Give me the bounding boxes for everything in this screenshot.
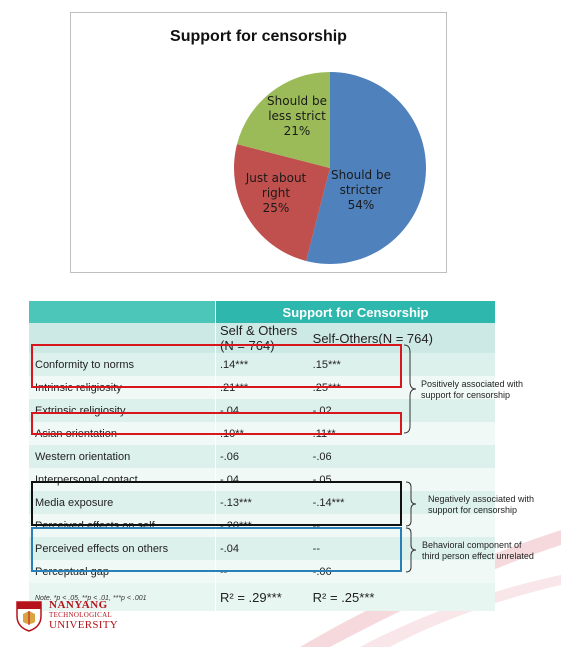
r-squared-2: R² = .25*** [312,589,375,605]
table-row [29,560,495,583]
regression-table [29,301,495,611]
brace-behavioral [404,527,420,573]
row-label: Conformity to norms [29,353,216,376]
value-self-minus-others: -.14*** [309,491,495,514]
logo-line-2: TECHNOLOGICAL [49,611,113,619]
pie-chart-panel [70,12,447,273]
slice-label: Should be less strict 21% [267,94,327,138]
annotation-negative: Negatively associated with support for censorship [428,494,535,515]
value-self-others: -.04 [216,468,309,491]
value-self-others: -.06 [216,445,309,468]
brace-negative [404,481,420,527]
row-label: Perceptual gap [29,560,216,583]
row-label: Western orientation [29,445,216,468]
annotation-positive: Positively associated with support for censorship [421,379,524,400]
value-self-minus-others: -.02 [309,399,495,422]
value-self-minus-others: -.05 [309,468,495,491]
pie-chart [71,13,446,272]
significance-note: Note. *p < .05, **p < .01, ***p < .001 [35,595,147,602]
value-self-others: .21*** [216,376,309,399]
brace-positive [402,344,422,434]
slice-label: Should be stricter 54% [331,168,391,212]
table-row [29,491,495,514]
slice-label: Just about right 25% [245,171,307,215]
row-label: Asian orientation [29,422,216,445]
value-self-minus-others: .11** [309,422,495,445]
column-header-self-minus-others: Self-Others(N = 764) [309,323,495,353]
value-self-minus-others: .15*** [309,353,495,376]
row-label: Perceived effects on others [29,537,216,560]
value-self-minus-others: .25*** [309,376,495,399]
table-row [29,445,495,468]
value-self-others: -.20*** [216,514,309,537]
value-self-others: .10** [216,422,309,445]
table-header: Support for Censorship [216,301,496,323]
ntu-logo [14,600,134,634]
header-blank [29,301,216,323]
value-self-others: .14*** [216,353,309,376]
table-row [29,422,495,445]
row-label: Media exposure [29,491,216,514]
row-label: Extrinsic religiosity [29,399,216,422]
crest-icon [14,600,44,632]
table-row [29,468,495,491]
value-self-minus-others: -- [309,537,495,560]
table-row [29,399,495,422]
logo-line-3: UNIVERSITY [49,619,118,631]
annotation-behavioral: Behavioral component of third person effect unrelated [422,540,534,561]
value-self-minus-others: -- [309,514,495,537]
value-self-others: -.04 [216,399,309,422]
row-label: Intrinsic religiosity [29,376,216,399]
r-squared-1: R² = .29*** [220,589,282,605]
value-self-others: -.04 [216,537,309,560]
chart-title: Support for censorship [170,28,347,45]
row-label: Interpersonal contact [29,468,216,491]
value-self-others: -- [216,560,309,583]
table-row [29,514,495,537]
column-header-self-others: Self & Others (N = 764) [216,323,309,353]
value-self-minus-others: -.06 [309,445,495,468]
logo-line-1: NANYANG [49,599,108,611]
value-self-minus-others: -.06 [309,560,495,583]
value-self-others: -.13*** [216,491,309,514]
table-row [29,353,495,376]
row-label: Perceived effects on self [29,514,216,537]
